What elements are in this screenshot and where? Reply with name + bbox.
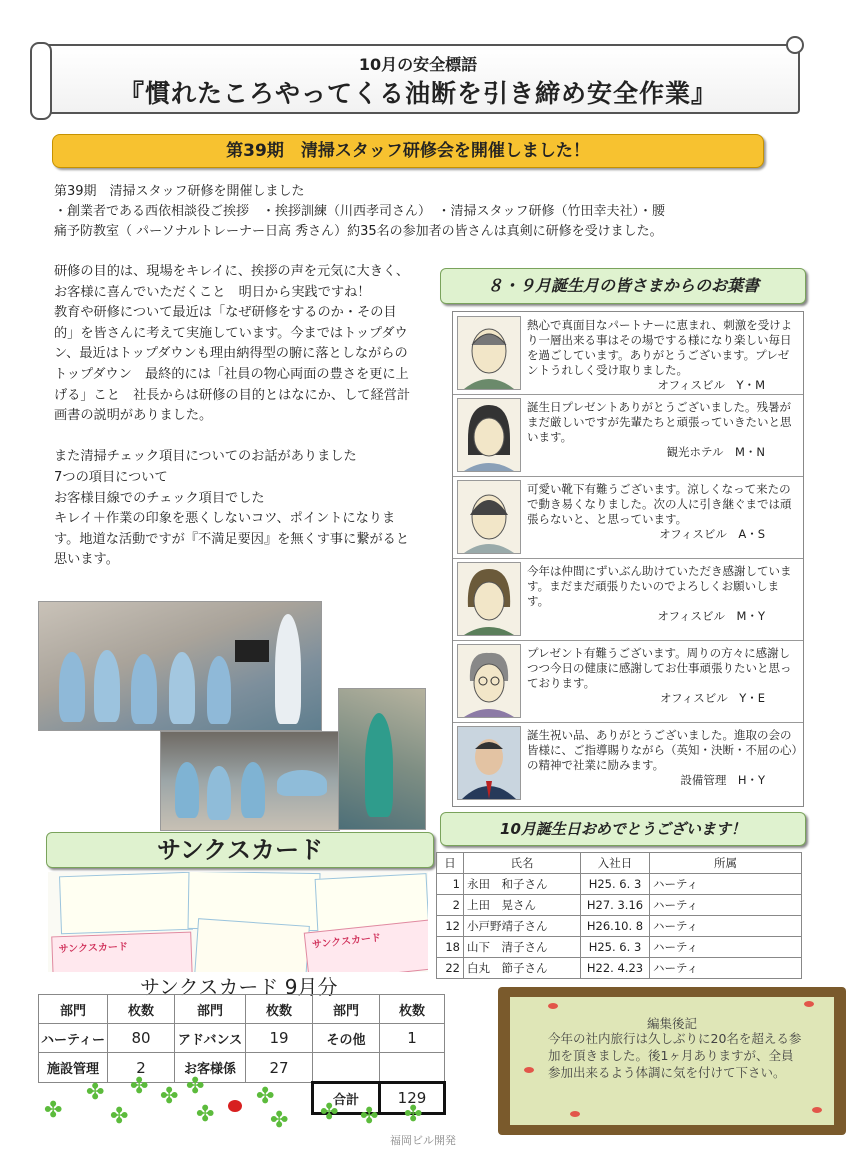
message-item	[453, 312, 803, 395]
cell-hire-date: H25. 6. 3	[581, 874, 650, 895]
cell-day: 1	[437, 874, 464, 895]
table-header-row	[437, 853, 802, 874]
cell-department: ハーティ	[650, 937, 802, 958]
cell-hire-date: H26.10. 8	[581, 916, 650, 937]
message-signature: 観光ホテル M・N	[666, 445, 765, 459]
cell-dept: その他	[313, 1024, 380, 1053]
cell-department: ハーティ	[650, 874, 802, 895]
birthday-messages	[452, 311, 804, 807]
message-item	[453, 722, 803, 806]
portrait-photo	[457, 726, 521, 800]
message-signature: オフィスビル M・Y	[657, 609, 765, 623]
ladybug-icon	[228, 1100, 242, 1112]
cell-count: 27	[246, 1053, 313, 1083]
table-row	[437, 958, 802, 979]
clover-icon: ✤	[130, 1074, 149, 1099]
body-spacer	[54, 427, 414, 448]
editor-note-text: 今年の社内旅行は久しぶりに20名を超える参加を頂きました。後1ヶ月ありますが、全員参加出来るよう体調に気を付けて下さい。	[548, 1031, 802, 1080]
total-label: 合計	[313, 1083, 380, 1114]
thanks-card	[59, 872, 193, 934]
col-dept: 部門	[313, 995, 380, 1024]
clover-icon: ✤	[110, 1104, 129, 1129]
body-line: キレイ＋作業の印象を悪くしないコツ、ポイントになります。地道な活動ですが『不満足要因』を無くす事に繋がると思います。	[54, 511, 410, 568]
card-label: サンクスカード	[311, 932, 382, 951]
message-text: 誕生祝い品、ありがとうございました。進取の会の皆様に、ご指導賜りながら（英知・決断・不屈の心）の精神で社業に励みます。 設備管理 H・Y	[527, 728, 798, 787]
portrait-illustration	[457, 480, 521, 554]
body-line: お客様目線でのチェック項目でした	[54, 490, 265, 506]
training-photo-3	[338, 688, 426, 830]
clover-icon: ✤	[256, 1084, 275, 1109]
clover-icon: ✤	[196, 1102, 215, 1127]
cell-dept: 施設管理	[39, 1053, 108, 1083]
birthday-list-title: 10月誕生日おめでとうございます！	[440, 812, 806, 846]
col-count: 枚数	[108, 995, 175, 1024]
clover-icon: ✤	[44, 1098, 63, 1123]
col-name: 氏名	[464, 853, 581, 874]
portrait-illustration	[457, 398, 521, 472]
clover-icon: ✤	[186, 1074, 205, 1099]
cell-department: ハーティ	[650, 895, 802, 916]
message-signature: オフィスビル A・S	[659, 527, 765, 541]
col-dept: 部門	[175, 995, 246, 1024]
col-department: 所属	[650, 853, 802, 874]
col-dept: 部門	[39, 995, 108, 1024]
message-signature: 設備管理 H・Y	[680, 773, 765, 787]
cell-day: 2	[437, 895, 464, 916]
cell-count: 19	[246, 1024, 313, 1053]
body-line: また清掃チェック項目についてのお話がありました	[54, 449, 357, 465]
cell-department: ハーティ	[650, 916, 802, 937]
cell-day: 22	[437, 958, 464, 979]
table-row	[39, 1024, 445, 1053]
slogan-heading: 10月の安全標語	[358, 55, 478, 74]
cell-department: ハーティ	[650, 958, 802, 979]
message-text: 誕生日プレゼントありがとうございました。残暑がまだ厳しいですが先輩たちと頑張っていきたいと思います。 観光ホテル M・N	[527, 400, 799, 460]
birthday-messages-title: ８・９月誕生月の皆さまからのお葉書	[440, 268, 806, 304]
message-item	[453, 640, 803, 723]
thanks-card-pink	[51, 932, 193, 972]
article-body	[54, 262, 414, 571]
clover-icon: ✤	[270, 1108, 289, 1133]
message-item	[453, 558, 803, 641]
cell-name: 山下 清子さん	[464, 937, 581, 958]
col-count: 枚数	[246, 995, 313, 1024]
clover-icon: ✤	[86, 1080, 105, 1105]
cell-hire-date: H22. 4.23	[581, 958, 650, 979]
portrait-illustration	[457, 316, 521, 390]
training-photo-2	[160, 731, 340, 831]
message-signature: オフィスビル Y・M	[657, 378, 765, 392]
editor-note-title: 編集後記	[646, 1016, 697, 1031]
thanks-cards-photo	[48, 872, 428, 972]
body-paragraph: 教育や研修について最近は「なぜ研修をするのか・その目的」を皆さんに考えて実施しています。今まではトップダウン、最近はトップダウンも理由納得型の腑に落としながらのトップダウン 最終的には「社員の物心両面の豊さを更に上げる」こと 社長からは研修の目的とはなにか、して経営計画書の説明がありました。	[54, 305, 411, 424]
thanks-table-title: サンクスカード 9月分	[140, 975, 338, 999]
cell-count: 80	[108, 1024, 175, 1053]
clover-icon: ✤	[160, 1084, 179, 1109]
cell-name: 永田 和子さん	[464, 874, 581, 895]
article-headline: 第39期 清掃スタッフ研修会を開催しました！	[52, 134, 764, 168]
body-line: 7つの項目について	[54, 469, 168, 485]
message-item	[453, 476, 803, 559]
thanks-card-title: サンクスカード	[46, 832, 434, 868]
cell-hire-date: H27. 3.16	[581, 895, 650, 916]
birthday-table	[436, 852, 802, 979]
training-photo-1	[38, 601, 322, 731]
portrait-illustration	[457, 562, 521, 636]
message-text: プレゼント有難うございます。周りの方々に感謝しつつ今日の健康に感謝してお仕事頑張りたいと思っております。 オフィスビル Y・E	[527, 646, 799, 706]
body-paragraph: 研修の目的は、現場をキレイに、挨拶の声を元気に大きく、お客様に喜んでいただくこと 明日から実践ですね！	[54, 264, 410, 300]
cell-count: 2	[108, 1053, 175, 1083]
message-text: 可愛い靴下有難うございます。涼しくなって来たので動き易くなりました。次の人に引き継ぐまでは頑張らないと、と思っています。 オフィスビル A・S	[527, 482, 799, 542]
cell-dept: お客様係	[175, 1053, 246, 1083]
table-row	[437, 874, 802, 895]
message-item	[453, 394, 803, 477]
cell-hire-date: H25. 6. 3	[581, 937, 650, 958]
cell-name: 小戸野靖子さん	[464, 916, 581, 937]
cell-dept: アドバンス	[175, 1024, 246, 1053]
message-signature: オフィスビル Y・E	[659, 691, 765, 705]
portrait-illustration	[457, 644, 521, 718]
intro-line: ・創業者である西依相談役ご挨拶 ・挨拶訓練（川西孝司さん） ・清掃スタッフ研修（竹田幸夫社）・腰	[54, 204, 666, 219]
cell-day: 18	[437, 937, 464, 958]
col-day: 日	[437, 853, 464, 874]
intro-line: 第39期 清掃スタッフ研修を開催しました	[54, 184, 305, 199]
clover-icon: ✤	[360, 1104, 379, 1129]
cell-count: 1	[380, 1024, 445, 1053]
slogan-text: 『慣れたころやってくる油断を引き締め安全作業』	[118, 79, 717, 108]
table-row	[437, 895, 802, 916]
clover-icon: ✤	[320, 1100, 339, 1125]
article-intro	[54, 182, 774, 242]
intro-line: 痛予防教室（ パーソナルトレーナー日高 秀さん）約35名の参加者の皆さんは真剣に研修を受けました。	[54, 224, 663, 239]
thanks-card	[194, 918, 310, 972]
table-row	[437, 937, 802, 958]
message-text: 熱心で真面目なパートナーに恵まれ、刺激を受けより一層出来る事はその場でする様になり楽しい毎日を過ごしています。ありがとうございます。プレゼントうれしく受け取りました。 オフィスビル Y・M	[527, 318, 799, 393]
message-text: 今年は仲間にずいぶん助けていただき感謝しています。まだまだ頑張りたいのでよろしくお願いします。 オフィスビル M・Y	[527, 564, 799, 624]
cell-dept: ハーティー	[39, 1024, 108, 1053]
cell-day: 12	[437, 916, 464, 937]
clover-icon: ✤	[404, 1102, 423, 1127]
col-hire-date: 入社日	[581, 853, 650, 874]
card-label: サンクスカード	[58, 941, 129, 956]
cell-name: 上田 晃さん	[464, 895, 581, 916]
cell-name: 白丸 節子さん	[464, 958, 581, 979]
table-header-row	[39, 995, 445, 1024]
table-row	[437, 916, 802, 937]
col-count: 枚数	[380, 995, 445, 1024]
total-value: 129	[380, 1083, 445, 1114]
company-logo: 福岡ビル開発	[390, 1134, 456, 1147]
